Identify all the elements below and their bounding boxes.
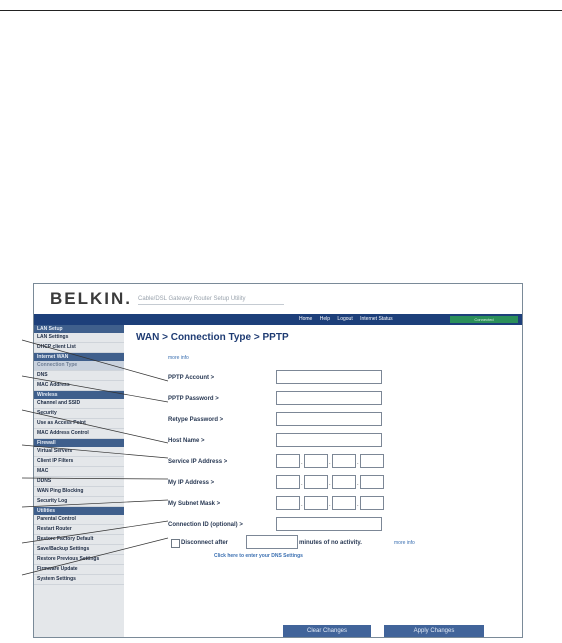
my-ip-octet-4[interactable] — [360, 475, 384, 489]
nav-logout-link[interactable]: Logout — [337, 316, 353, 322]
sidebar-item-lan-settings[interactable]: LAN Settings — [34, 333, 124, 343]
sidebar-item-wan-ping[interactable]: WAN Ping Blocking — [34, 487, 124, 497]
disconnect-more-info-link[interactable]: more info — [394, 540, 415, 546]
sidebar-heading-wan: Internet WAN — [34, 353, 124, 361]
product-name: Cable/DSL Gateway Router Setup Utility — [138, 296, 246, 302]
main-panel — [126, 325, 520, 637]
disconnect-suffix: minutes of no activity. — [299, 540, 362, 546]
pptp-account-label: PPTP Account > — [168, 375, 215, 381]
page-title: WAN > Connection Type > PPTP — [136, 332, 289, 343]
disconnect-label: Disconnect after — [181, 540, 229, 546]
subnet-octet-2[interactable] — [304, 496, 328, 510]
sidebar-item-system-settings[interactable]: System Settings — [34, 575, 124, 585]
page-top-rule — [0, 10, 562, 11]
sidebar-item-mac-address[interactable]: MAC Address — [34, 381, 124, 391]
my-ip-octet-2[interactable] — [304, 475, 328, 489]
sidebar-item-connection-type[interactable]: Connection Type — [34, 361, 124, 371]
my-ip-octet-3[interactable] — [332, 475, 356, 489]
sidebar-item-firmware-update[interactable]: Firmware Update — [34, 565, 124, 575]
product-underline — [138, 304, 284, 305]
sidebar-item-dns[interactable]: DNS — [34, 371, 124, 381]
pptp-password-input[interactable] — [276, 391, 382, 405]
sidebar-item-virtual-servers[interactable]: Virtual Servers — [34, 447, 124, 457]
sidebar-item-mac-control[interactable]: MAC Address Control — [34, 429, 124, 439]
subnet-dot: . — [357, 502, 359, 508]
my-ip-dot: . — [301, 481, 303, 487]
sidebar-item-restore-previous[interactable]: Restore Previous Settings — [34, 555, 124, 565]
apply-changes-button[interactable]: Apply Changes — [384, 625, 484, 637]
pptp-password-label: PPTP Password > — [168, 396, 219, 402]
disconnect-checkbox[interactable] — [171, 539, 180, 548]
service-ip-octet-2[interactable] — [304, 454, 328, 468]
top-nav-links — [299, 316, 399, 322]
my-ip-label: My IP Address > — [168, 480, 215, 486]
service-ip-label: Service IP Address > — [168, 459, 228, 465]
internet-status-badge: Connected — [450, 316, 518, 323]
service-ip-octet-3[interactable] — [332, 454, 356, 468]
host-name-label: Host Name > — [168, 438, 205, 444]
sidebar-item-dhcp-list[interactable]: DHCP client List — [34, 343, 124, 353]
subnet-dot: . — [301, 502, 303, 508]
sidebar-item-security[interactable]: Security — [34, 409, 124, 419]
sidebar-item-channel-ssid[interactable]: Channel and SSID — [34, 399, 124, 409]
subnet-mask-label: My Subnet Mask > — [168, 501, 221, 507]
service-ip-octet-1[interactable] — [276, 454, 300, 468]
sidebar-item-ddns[interactable]: DDNS — [34, 477, 124, 487]
sidebar-item-save-backup[interactable]: Save/Backup Settings — [34, 545, 124, 555]
sidebar-item-access-point[interactable]: Use as Access Point — [34, 419, 124, 429]
sidebar-heading-lan: LAN Setup — [34, 325, 124, 333]
my-ip-dot: . — [329, 481, 331, 487]
my-ip-dot: . — [357, 481, 359, 487]
brand-bar — [34, 284, 522, 312]
sidebar-item-restart-router[interactable]: Restart Router — [34, 525, 124, 535]
nav-home-link[interactable]: Home — [299, 316, 313, 322]
connection-id-input[interactable] — [276, 517, 382, 531]
belkin-logo: BELKIN. — [50, 289, 132, 308]
subnet-octet-1[interactable] — [276, 496, 300, 510]
connection-id-label: Connection ID (optional) > — [168, 522, 243, 528]
sidebar-item-security-log[interactable]: Security Log — [34, 497, 124, 507]
disconnect-minutes-input[interactable] — [246, 535, 298, 549]
retype-password-label: Retype Password > — [168, 417, 224, 423]
service-ip-dot: . — [301, 460, 303, 466]
sidebar-heading-firewall: Firewall — [34, 439, 124, 447]
clear-changes-button[interactable]: Clear Changes — [283, 625, 371, 637]
my-ip-octet-1[interactable] — [276, 475, 300, 489]
sidebar-item-restore-default[interactable]: Restore Factory Default — [34, 535, 124, 545]
more-info-link[interactable]: more info — [168, 355, 189, 361]
subnet-octet-3[interactable] — [332, 496, 356, 510]
sidebar-item-parental-control[interactable]: Parental Control — [34, 515, 124, 525]
router-setup-screenshot — [33, 283, 523, 638]
sidebar-heading-wireless: Wireless — [34, 391, 124, 399]
service-ip-dot: . — [329, 460, 331, 466]
dns-settings-link[interactable]: Click here to enter your DNS Settings — [214, 553, 303, 559]
pptp-account-input[interactable] — [276, 370, 382, 384]
nav-help-link[interactable]: Help — [319, 316, 331, 322]
retype-password-input[interactable] — [276, 412, 382, 426]
service-ip-dot: . — [357, 460, 359, 466]
subnet-octet-4[interactable] — [360, 496, 384, 510]
sidebar — [34, 325, 124, 637]
sidebar-heading-utilities: Utilities — [34, 507, 124, 515]
sidebar-item-client-ip-filters[interactable]: Client IP Filters — [34, 457, 124, 467]
internet-status-label: Internet Status — [360, 316, 393, 322]
sidebar-item-mac[interactable]: MAC — [34, 467, 124, 477]
subnet-dot: . — [329, 502, 331, 508]
service-ip-octet-4[interactable] — [360, 454, 384, 468]
host-name-input[interactable] — [276, 433, 382, 447]
top-navbar — [34, 314, 522, 325]
